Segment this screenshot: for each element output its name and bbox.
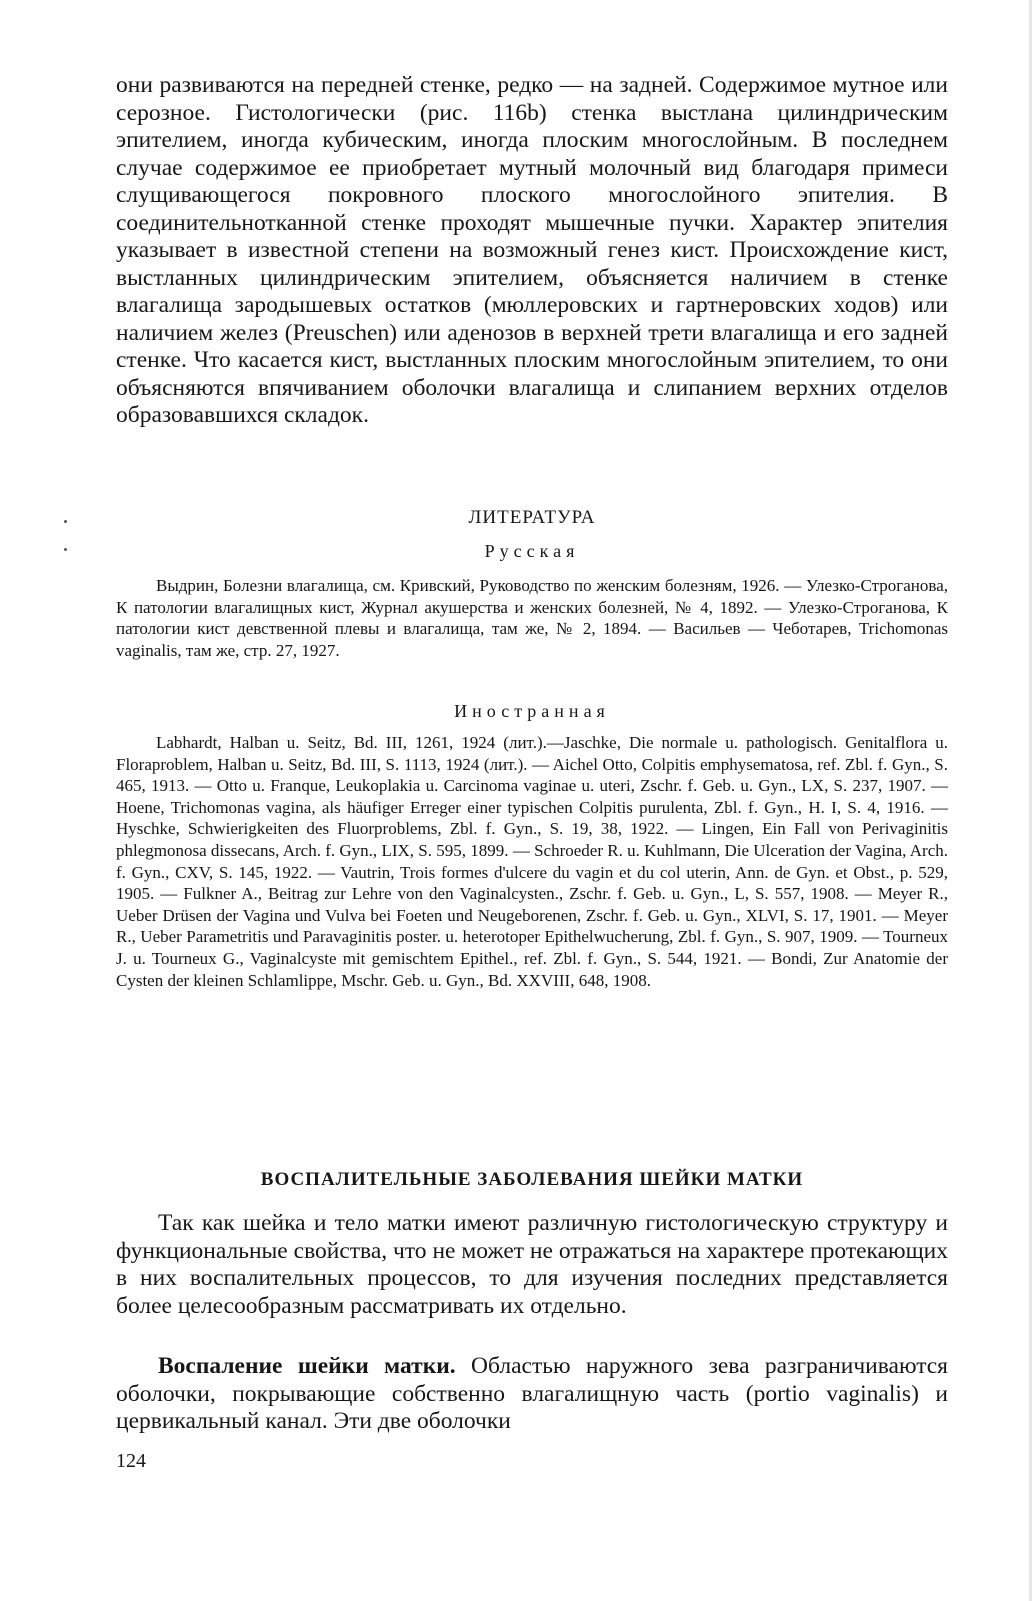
section-heading: ВОСПАЛИТЕЛЬНЫЕ ЗАБОЛЕВАНИЯ ШЕЙКИ МАТКИ <box>260 1169 804 1190</box>
russian-references: Выдрин, Болезни влагалища, см. Кривский, Руководство по женским болезням, 1926. — Улезко-Строганова, К патологии влагалищных кист, Журнал акушерства и женских болезней, № 4, 1892. — Улезко-Строганова, К патологии кист девственной плевы и влагалища, там же, № 2, 1894. — Васильев — Чеботарев, Trichomonas vaginalis, там же, стр. 27, 1927. <box>116 576 948 660</box>
section-intro-paragraph: Так как шейка и тело матки имеют различную гистологическую структуру и функциональные свойства, что не может не отражаться на характере протекающих в них воспалительных процессов, то для изучения последних представляется более целесообразным рассматривать их отдельно. <box>116 1210 948 1319</box>
foreign-references: Labhardt, Halban u. Seitz, Bd. III, 1261, 1924 (лит.).—Jaschke, Die normale u. pathologisch. Genitalflora u. Floraproblem, Halban u. Seitz, Bd. III, S. 1113, 1924 (лит.). — Aichel Otto, Colpitis emphysematosa, ref. Zbl. f. Gyn., S. 465, 1913. — Otto u. Franque, Leukoplakia u. Carcinoma vaginae u. uteri, Zschr. f. Geb. u. Gyn., LX, S. 237, 1907. — Hoene, Trichomonas vagina, als häufiger Erreger einer typischen Colpitis purulenta, Zbl. f. Gyn., H. I, S. 4, 1916. — Hyschke, Schwierigkeiten des Fluorproblems, Zbl. f. Gyn., S. 19, 38, 1922. — Lingen, Ein Fall von Perivaginitis phlegmonosa dissecans, Arch. f. Gyn., LIX, S. 595, 1899. — Schroeder R. u. Kuhlmann, Die Ulceration der Vagina, Arch. f. Gyn., CXV, S. 145, 1922. — Vautrin, Trois formes d'ulcere du vagin et du col uterin, Ann. de Gyn. et Obst., p. 529, 1905. — Fulkner A., Beitrag zur Lehre von den Vaginalcysten., Zschr. f. Geb. u. Gyn., L, S. 557, 1908. — Meyer R., Ueber Drüsen der Vagina und Vulva bei Foeten und Neugeborenen, Zschr. f. Geb. u. Gyn., XLVI, S. 17, 1901. — Meyer R., Ueber Parametritis und Paravaginitis poster. u. heterotoper Epithelwucherung, Zbl. f. Gyn., S. 907, 1909. — Tourneux J. u. Tourneux G., Vaginalcyste mit gemischtem Epithel., ref. Zbl. f. Gyn., S. 544, 1921. — Bondi, Zur Anatomie der Cysten der kleinen Schlamlippe, Mschr. Geb. u. Gyn., Bd. XXVIII, 648, 1908. <box>116 733 948 990</box>
russian-literature-subheading: Русская <box>484 541 580 561</box>
cervicitis-run-in-heading: Воспаление шейки матки. <box>158 1353 456 1379</box>
scan-speck <box>64 520 67 523</box>
scan-speck <box>64 548 67 551</box>
cervicitis-text: Областью наружного зева разграничиваются оболочки, покрывающие собственно влагалищную часть (portio vaginalis) и цервикальный канал. Эти две оболочки <box>116 1353 948 1434</box>
foreign-literature-subheading: Иностранная <box>454 701 610 721</box>
cervicitis-paragraph <box>116 1353 948 1436</box>
body-paragraph-cysts: они развиваются на передней стенке, редко — на задней. Содержимое мутное или серозное. Гистологически (рис. 116b) стенка выстлана цилиндрическим эпителием, иногда кубическим, иногда плоским многослойным. В последнем случае содержимое ее приобретает мутный молочный вид благодаря примеси слущивающегося покровного плоского многослойного эпителия. В соединительнотканной стенке проходят мышечные пучки. Характер эпителия указывает в известной степени на возможный генез кист. Происхождение кист, выстланных цилиндрическим эпителием, объясняется наличием в стенке влагалища зародышевых остатков (мюллеровских и гартнеровских ходов) или наличием желез (Preuschen) или аденозов в верхней трети влагалища и его задней стенке. Что касается кист, выстланных плоским многослойным эпителием, то они объясняются впячиванием оболочки влагалища и слипанием верхних отделов образовавшихся складок. <box>116 72 948 428</box>
page-number: 124 <box>116 1450 146 1472</box>
literature-heading: ЛИТЕРАТУРА <box>468 507 596 528</box>
